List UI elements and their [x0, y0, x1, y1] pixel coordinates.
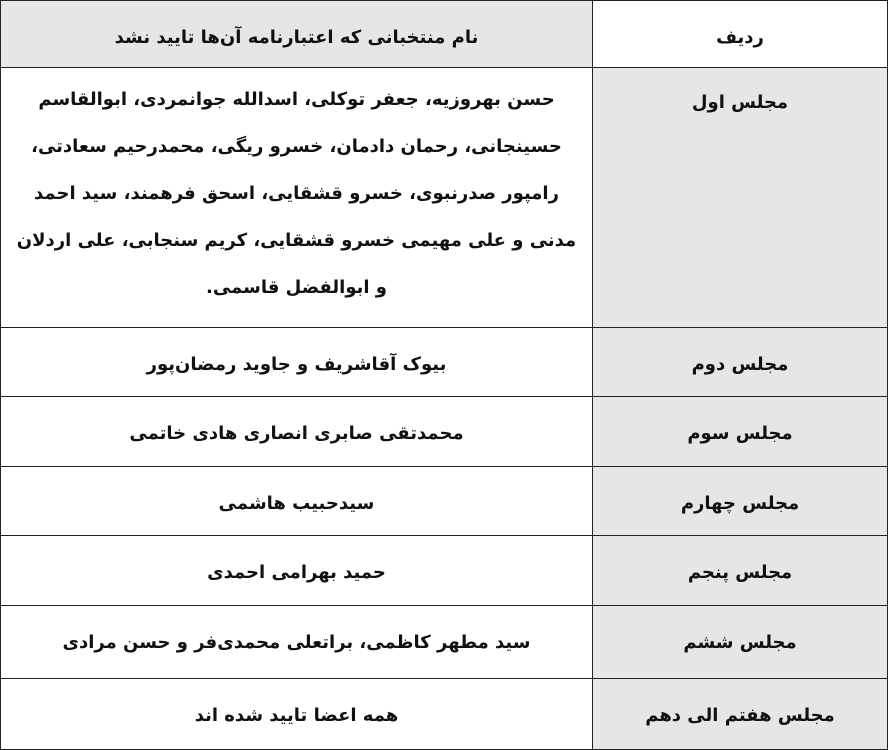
names-cell: حسن بهروزیه، جعفر توکلی، اسدالله جوانمردی، ابوالقاسم حسینجانی، رحمان دادمان، خسرو ریگی، محمدرحیم سعادتی، رامپور صدرنبوی، خسرو قشقایی، اسحق فرهمند، سید احمد مدنی و علی مهیمی خسرو قشقایی، کریم سنجابی، علی اردلان و ابوالفضل قاسمی. — [1, 68, 593, 328]
majlis-cell: مجلس سوم — [593, 397, 888, 467]
majlis-cell: مجلس پنجم — [593, 536, 888, 606]
header-row — [1, 1, 888, 68]
table-row — [1, 397, 888, 467]
majlis-cell: مجلس ششم — [593, 606, 888, 679]
names-cell: بیوک آقاشریف و جاوید رمضان‌پور — [1, 328, 593, 397]
names-cell: حمید بهرامی احمدی — [1, 536, 593, 606]
header-row-label: ردیف — [593, 1, 888, 68]
table-row — [1, 606, 888, 679]
header-names-label: نام منتخبانی که اعتبارنامه آن‌ها تایید نشد — [1, 1, 593, 68]
table-row — [1, 467, 888, 536]
majlis-cell: مجلس هفتم الی دهم — [593, 679, 888, 750]
table-row — [1, 679, 888, 750]
table-row — [1, 68, 888, 328]
table-row — [1, 328, 888, 397]
names-cell: محمدتقی صابری انصاری هادی خاتمی — [1, 397, 593, 467]
names-cell: سید مطهر کاظمی، براتعلی محمدی‌فر و حسن مرادی — [1, 606, 593, 679]
table-row — [1, 536, 888, 606]
majlis-cell: مجلس دوم — [593, 328, 888, 397]
names-cell: سیدحبیب هاشمی — [1, 467, 593, 536]
majlis-cell: مجلس چهارم — [593, 467, 888, 536]
names-cell: همه اعضا تایید شده اند — [1, 679, 593, 750]
majlis-cell: مجلس اول — [593, 68, 888, 328]
